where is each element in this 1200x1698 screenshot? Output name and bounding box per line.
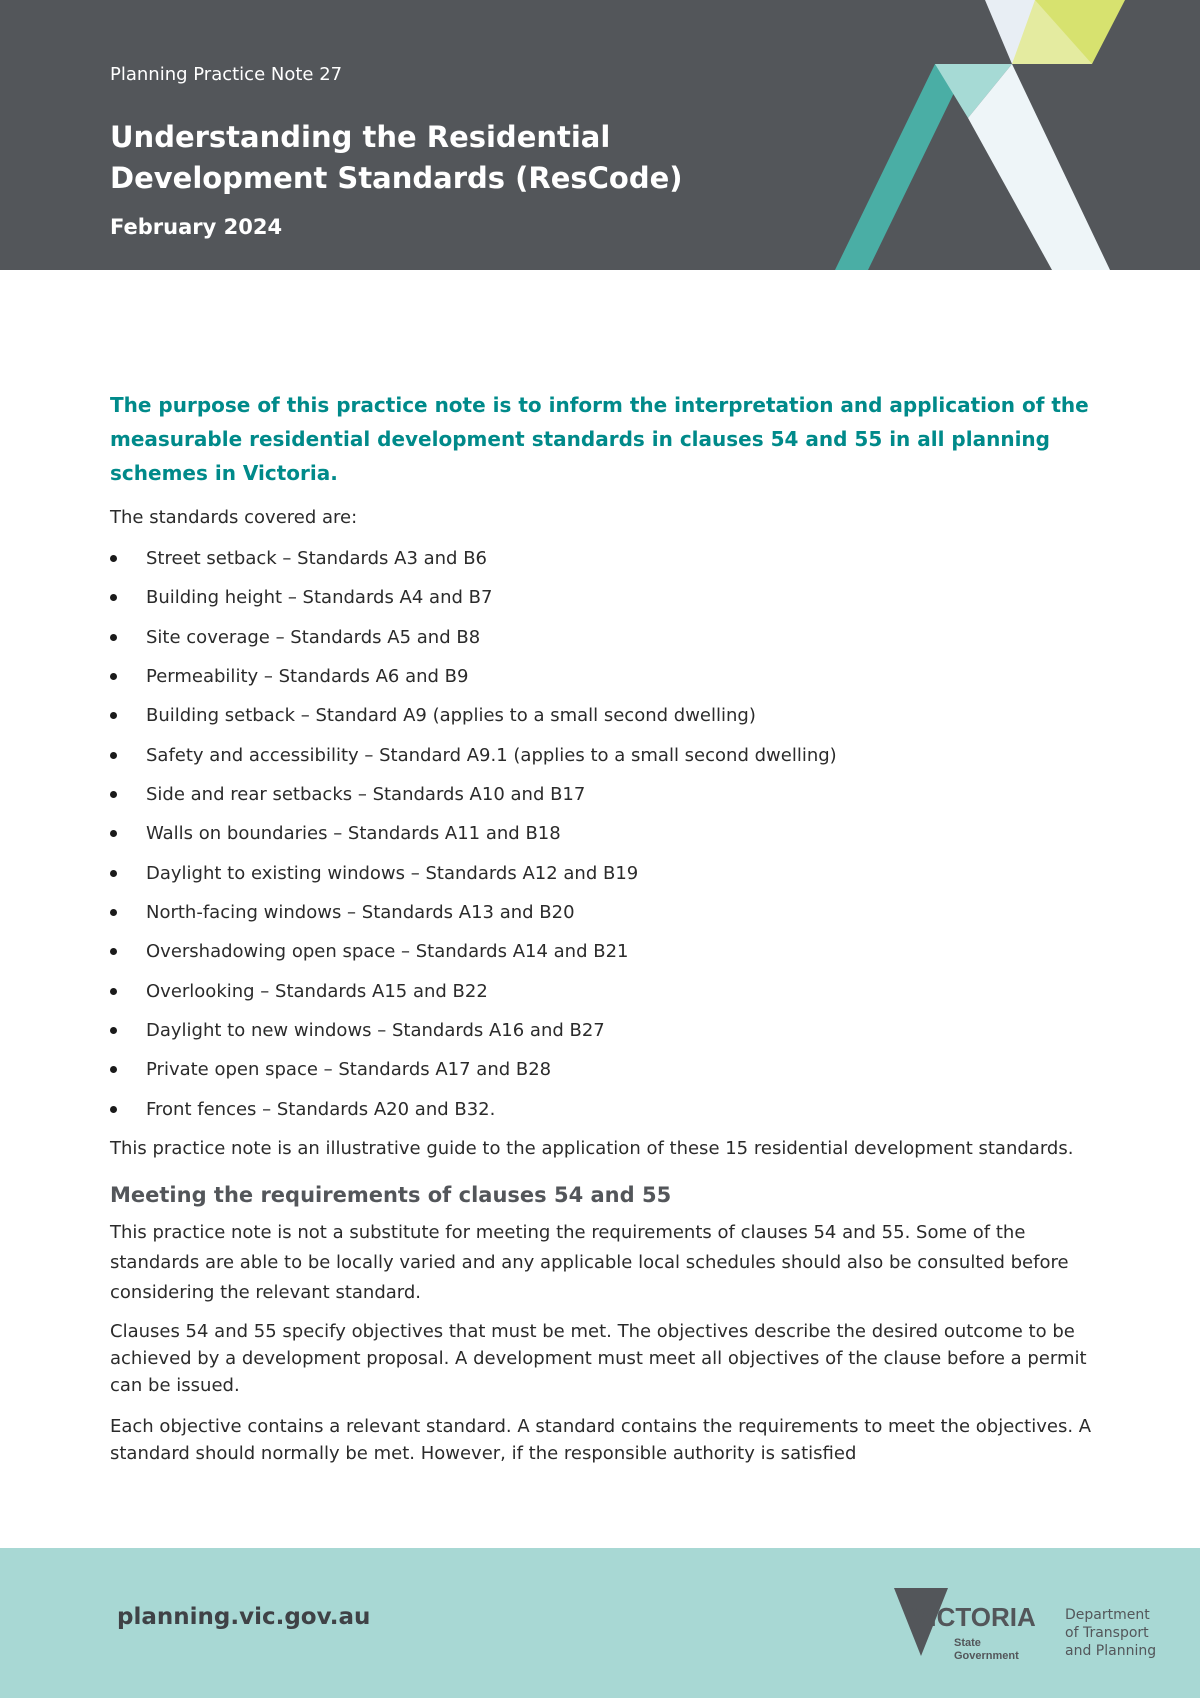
graphic-white-band	[968, 64, 1110, 270]
list-item	[110, 780, 1100, 819]
bullet-icon	[110, 673, 117, 680]
guide-paragraph: This practice note is an illustrative guide to the application of these 15 residential development standards.	[110, 1138, 1074, 1160]
list-item-text: Overlooking – Standards A15 and B22	[146, 980, 488, 1002]
bullet-icon	[110, 594, 117, 601]
section-paragraph-2: Clauses 54 and 55 specify objectives that must be met. The objectives describe the desired outcome to be achieved by a development proposal. A development must meet all objectives of the clause before a permit can be issued.	[110, 1321, 1087, 1397]
website-link[interactable]: planning.vic.gov.au	[117, 1604, 371, 1630]
list-item-text: Permeability – Standards A6 and B9	[146, 666, 469, 688]
dept-line-1: Department	[1065, 1607, 1150, 1623]
bullet-icon	[110, 988, 117, 995]
bullet-icon	[110, 555, 117, 562]
section-paragraph-1: This practice note is not a substitute for meeting the requirements of clauses 54 and 55. Some of the standards are able to be locally varied and any applicable local schedules should also be consulted before considering the relevant standard.	[110, 1222, 1069, 1304]
bullet-icon	[110, 791, 117, 798]
dept-line-2: of Transport	[1065, 1625, 1149, 1641]
document-title: Understanding the Residential Development Standards (ResCode)	[110, 120, 683, 195]
publication-date: February 2024	[110, 215, 283, 239]
list-item	[110, 701, 1100, 740]
list-item	[110, 1016, 1100, 1055]
list-item-text: Street setback – Standards A3 and B6	[146, 548, 488, 569]
list-item-text: Daylight to existing windows – Standards A12 and B19	[146, 862, 639, 884]
bullet-icon	[110, 870, 117, 877]
logo-wordmark: VICTORIA	[912, 1602, 1036, 1632]
logo-government: Government	[954, 1650, 1019, 1662]
document-header	[0, 0, 1200, 270]
list-item	[110, 898, 1100, 937]
section-paragraph-3: Each objective contains a relevant standard. A standard contains the requirements to meet the objectives. A standard should normally be met. However, if the responsible authority is satisfied	[110, 1416, 1092, 1465]
list-item-text: Front fences – Standards A20 and B32.	[146, 1098, 496, 1120]
dept-line-3: and Planning	[1065, 1643, 1157, 1659]
list-item-text: Safety and accessibility – Standard A9.1 (applies to a small second dwelling)	[146, 744, 837, 766]
list-item	[110, 544, 1100, 583]
bullet-icon	[110, 948, 117, 955]
list-item-text: Walls on boundaries – Standards A11 and B18	[146, 823, 561, 845]
bullet-icon	[110, 634, 117, 641]
list-item-text: Overshadowing open space – Standards A14 and B21	[146, 941, 629, 963]
list-item	[110, 1095, 1100, 1134]
victoria-state-government-logo	[890, 1586, 1055, 1676]
standards-lead: The standards covered are:	[110, 507, 358, 528]
bullet-icon	[110, 909, 117, 916]
list-item	[110, 583, 1100, 622]
list-item-text: Side and rear setbacks – Standards A10 and B17	[146, 784, 586, 806]
department-name	[1065, 1606, 1156, 1660]
bullet-icon	[110, 1106, 117, 1113]
document-body	[110, 388, 1100, 1467]
list-item	[110, 662, 1100, 701]
graphic-teal-band	[835, 64, 968, 270]
list-item	[110, 623, 1100, 662]
list-item	[110, 1055, 1100, 1094]
list-item-text: Daylight to new windows – Standards A16 and B27	[146, 1020, 605, 1042]
document-footer	[0, 1548, 1200, 1698]
list-item-text: Site coverage – Standards A5 and B8	[146, 626, 481, 648]
bullet-icon	[110, 1066, 117, 1073]
section-heading: Meeting the requirements of clauses 54 and 55	[110, 1183, 672, 1208]
bullet-icon	[110, 752, 117, 759]
list-item-text: Building height – Standards A4 and B7	[146, 587, 493, 609]
list-item-text: Building setback – Standard A9 (applies to a small second dwelling)	[146, 705, 756, 727]
list-item-text: Private open space – Standards A17 and B28	[146, 1059, 552, 1081]
list-item	[110, 937, 1100, 976]
purpose-statement: The purpose of this practice note is to inform the interpretation and application of the measurable residential development standards in clauses 54 and 55 in all planning schemes in Victoria.	[110, 393, 1089, 485]
bullet-icon	[110, 712, 117, 719]
list-item	[110, 741, 1100, 780]
series-label: Planning Practice Note 27	[110, 64, 343, 85]
list-item	[110, 819, 1100, 858]
list-item	[110, 977, 1100, 1016]
list-item-text: North-facing windows – Standards A13 and B20	[146, 902, 575, 924]
standards-list	[110, 544, 1100, 1134]
logo-state: State	[954, 1637, 981, 1649]
list-item	[110, 859, 1100, 898]
bullet-icon	[110, 1027, 117, 1034]
bullet-icon	[110, 830, 117, 837]
